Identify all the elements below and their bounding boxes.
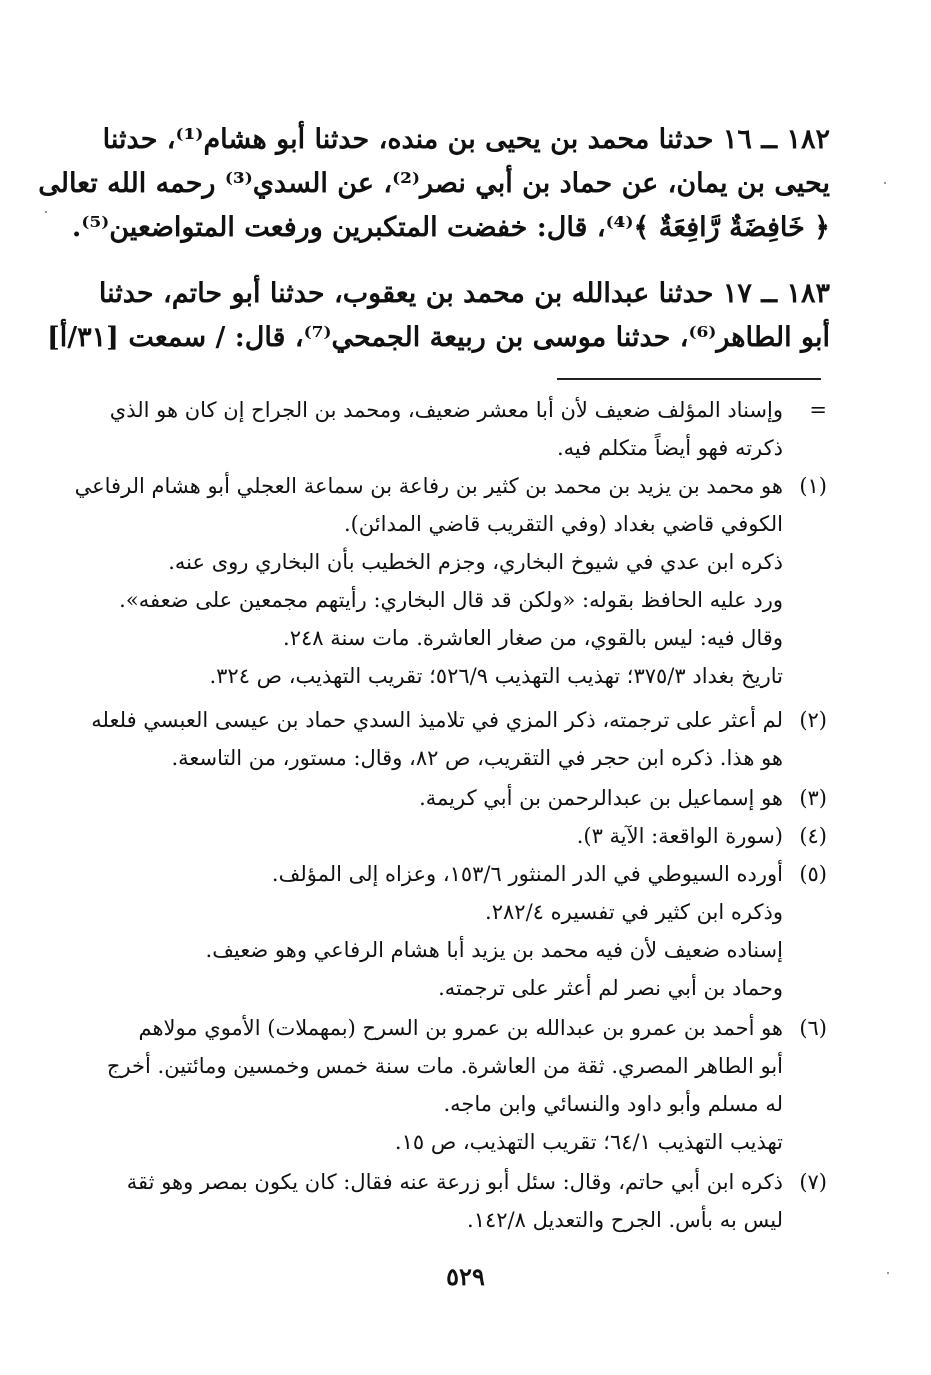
footnote-6-line-3: له مسلم وأبو داود والنسائي وابن ماجه. <box>443 1092 783 1116</box>
footnote-continuation-line-2: ذكرته فهو أيضاً متكلم فيه. <box>556 436 783 460</box>
footnote-1-line-2: الكوفي قاضي بغداد (وفي التقريب قاضي المدائن). <box>343 512 783 536</box>
footnote-1-line-6: تاريخ بغداد ٣٧٥/٣؛ تهذيب التهذيب ٥٢٦/٩؛ تقريب التهذيب، ص ٣٢٤. <box>209 664 783 688</box>
footnote-3-line-1: هو إسماعيل بن عبدالرحمن بن أبي كريمة. <box>419 786 783 810</box>
entry-183-line-1: ١٨٣ ــ ١٧ حدثنا عبدالله بن محمد بن يعقوب، حدثنا أبو حاتم، حدثنا <box>98 278 830 309</box>
footnote-4-line-1: (سورة الواقعة: الآية ٣). <box>576 824 783 848</box>
footnote-7-line-1: ذكره ابن أبي حاتم، وقال: سئل أبو زرعة عنه فقال: كان يكون بمصر وهو ثقة <box>126 1170 783 1194</box>
scan-speck <box>887 1272 889 1274</box>
entry-182-line-1: ١٨٢ ــ ١٦ حدثنا محمد بن يحيى بن منده، حدثنا أبو هشام⁽¹⁾، حدثنا <box>102 124 830 155</box>
footnote-5-line-2: وذكره ابن كثير في تفسيره ٢٨٢/٤. <box>485 900 783 924</box>
footnote-5-line-3: إسناده ضعيف لأن فيه محمد بن يزيد أبا هشام الرفاعي وهو ضعيف. <box>205 938 783 962</box>
footnote-marker-2: (٢) <box>799 708 827 732</box>
footnote-marker-6: (٦) <box>799 1016 827 1040</box>
scan-speck <box>884 182 886 184</box>
entry-182-line-3: ﴿ خَافِضَةٌ رَّافِعَةٌ ﴾⁽⁴⁾، قال: خفضت المتكبرين ورفعت المتواضعين⁽⁵⁾. <box>71 212 830 243</box>
footnote-1-line-1: هو محمد بن يزيد بن محمد بن كثير بن رفاعة بن سماعة العجلي أبو هشام الرفاعي <box>74 474 783 498</box>
footnote-marker-1: (١) <box>799 474 827 498</box>
footnote-2-line-1: لم أعثر على ترجمته، ذكر المزي في تلاميذ السدي حماد بن عيسى العبسي فلعله <box>91 708 783 732</box>
footnote-1-line-4: ورد عليه الحافظ بقوله: «ولكن قد قال البخاري: رأيتهم مجمعين على ضعفه». <box>119 588 783 612</box>
footnote-6-line-4: تهذيب التهذيب ٦٤/١؛ تقريب التهذيب، ص ١٥. <box>394 1130 783 1154</box>
footnote-7-line-2: ليس به بأس. الجرح والتعديل ١٤٢/٨. <box>467 1208 783 1232</box>
footnote-1-line-3: ذكره ابن عدي في شيوخ البخاري، وجزم الخطيب بأن البخاري روى عنه. <box>168 550 783 574</box>
entry-183-line-2: أبو الطاهر⁽⁶⁾، حدثنا موسى بن ربيعة الجمحي⁽⁷⁾، قال: / سمعت [٣١/أ] <box>46 322 830 353</box>
footnote-5-line-1: أورده السيوطي في الدر المنثور ١٥٣/٦، وعزاه إلى المؤلف. <box>271 862 783 886</box>
footnote-2-line-2: هو هذا. ذكره ابن حجر في التقريب، ص ٨٢، وقال: مستور، من التاسعة. <box>171 746 783 770</box>
footnote-marker-7: (٧) <box>799 1170 827 1194</box>
footnote-marker-4: (٤) <box>799 824 827 848</box>
footnote-marker-3: (٣) <box>799 786 827 810</box>
footnote-5-line-4: وحماد بن أبي نصر لم أعثر على ترجمته. <box>438 976 783 1000</box>
footnote-6-line-1: هو أحمد بن عمرو بن عبدالله بن عمرو بن السرح (بمهملات) الأموي مولاهم <box>138 1016 783 1040</box>
footnote-marker-continuation: = <box>809 398 827 422</box>
footnote-marker-5: (٥) <box>799 862 827 886</box>
footnote-continuation-line-1: وإسناد المؤلف ضعيف لأن أبا معشر ضعيف، ومحمد بن الجراح إن كان هو الذي <box>109 398 783 422</box>
footnote-separator-rule <box>557 378 821 380</box>
page-number: ٥٢٩ <box>446 1262 485 1291</box>
entry-182-line-2: يحيى بن يمان، عن حماد بن أبي نصر⁽²⁾، عن السدي⁽³⁾ رحمه الله تعالى <box>38 168 830 199</box>
footnote-6-line-2: أبو الطاهر المصري. ثقة من العاشرة. مات سنة خمس وخمسين ومائتين. أخرج <box>106 1054 783 1078</box>
scan-speck <box>45 211 47 213</box>
footnote-1-line-5: وقال فيه: ليس بالقوي، من صغار العاشرة. مات سنة ٢٤٨. <box>283 626 783 650</box>
